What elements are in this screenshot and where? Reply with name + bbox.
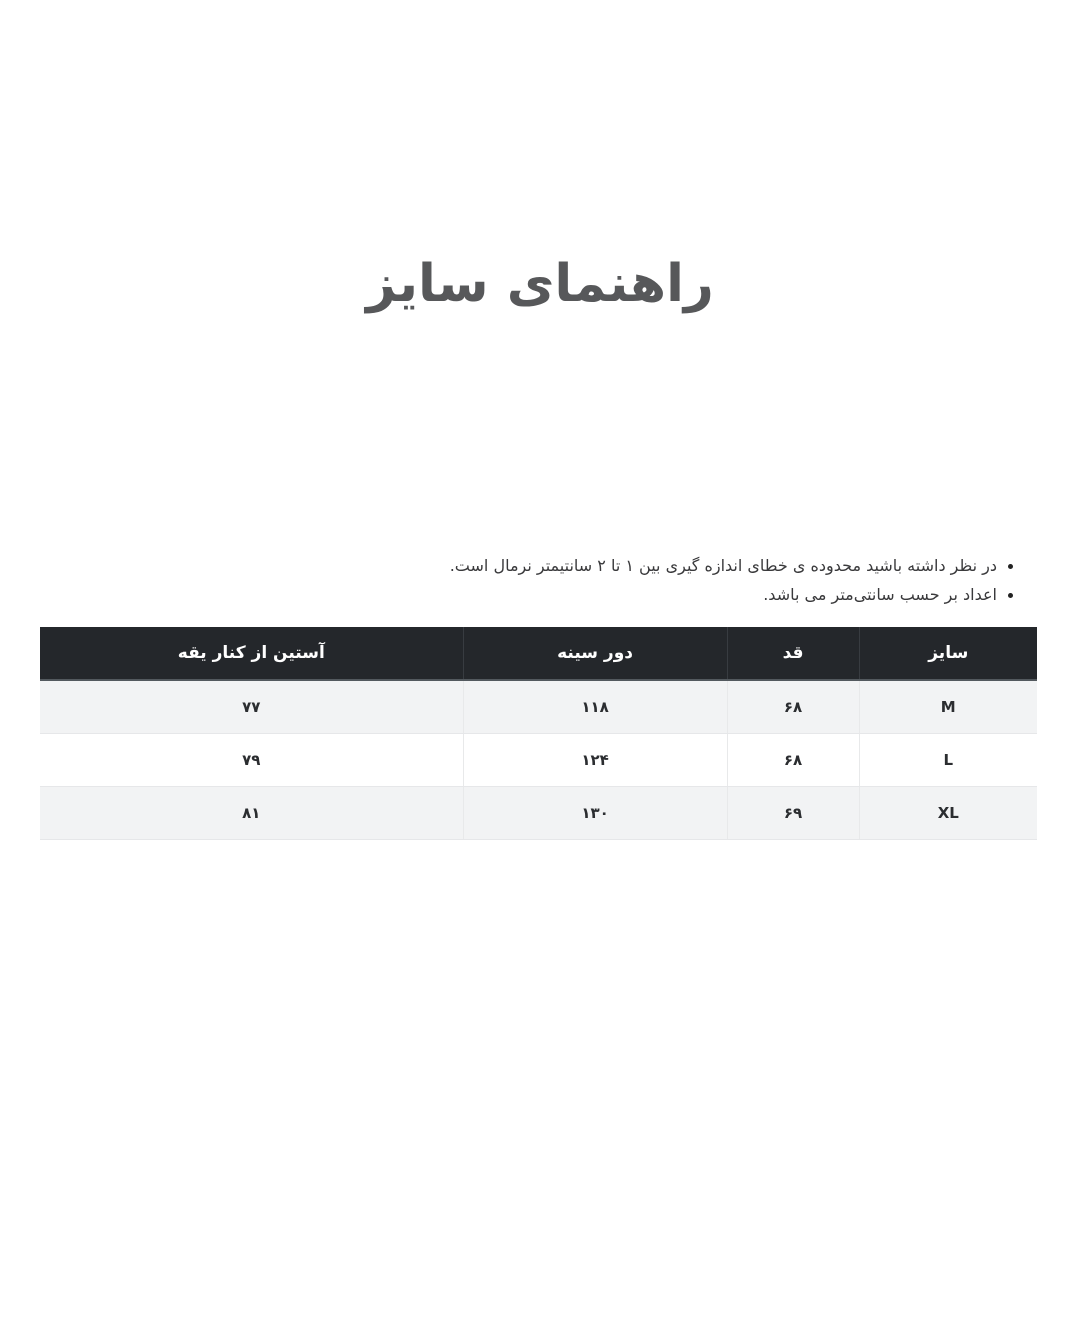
cell-l-sleeve: ۷۹	[40, 733, 463, 786]
table-row-m	[40, 680, 1037, 733]
cell-l-chest: ۱۲۴	[463, 733, 727, 786]
cell-l-height: ۶۸	[727, 733, 859, 786]
cell-xl-height: ۶۹	[727, 786, 859, 839]
size-guide-section	[40, 551, 1037, 840]
cell-l-size: L	[859, 733, 1037, 786]
notes-list	[40, 551, 1037, 609]
cell-m-size: M	[859, 680, 1037, 733]
table-header-row	[40, 627, 1037, 680]
cell-m-height: ۶۸	[727, 680, 859, 733]
cell-m-chest: ۱۱۸	[463, 680, 727, 733]
cell-xl-chest: ۱۳۰	[463, 786, 727, 839]
header-cell-chest: دور سینه	[463, 627, 727, 680]
table-row-xl	[40, 786, 1037, 839]
header-cell-height: قد	[727, 627, 859, 680]
size-table	[40, 627, 1037, 840]
table-row-l	[40, 733, 1037, 786]
header-cell-sleeve: آستین از کنار یقه	[40, 627, 463, 680]
header-cell-size: سایز	[859, 627, 1037, 680]
note-units: • اعداد بر حسب سانتی‌متر می باشد.	[40, 580, 997, 609]
cell-xl-size: XL	[859, 786, 1037, 839]
note-measurement-tolerance: • در نظر داشته باشید محدوده ی خطای اندازه گیری بین ۱ تا ۲ سانتیمتر نرمال است.	[40, 551, 997, 580]
cell-m-sleeve: ۷۷	[40, 680, 463, 733]
cell-xl-sleeve: ۸۱	[40, 786, 463, 839]
page-title: راهنمای سایز	[366, 254, 714, 314]
